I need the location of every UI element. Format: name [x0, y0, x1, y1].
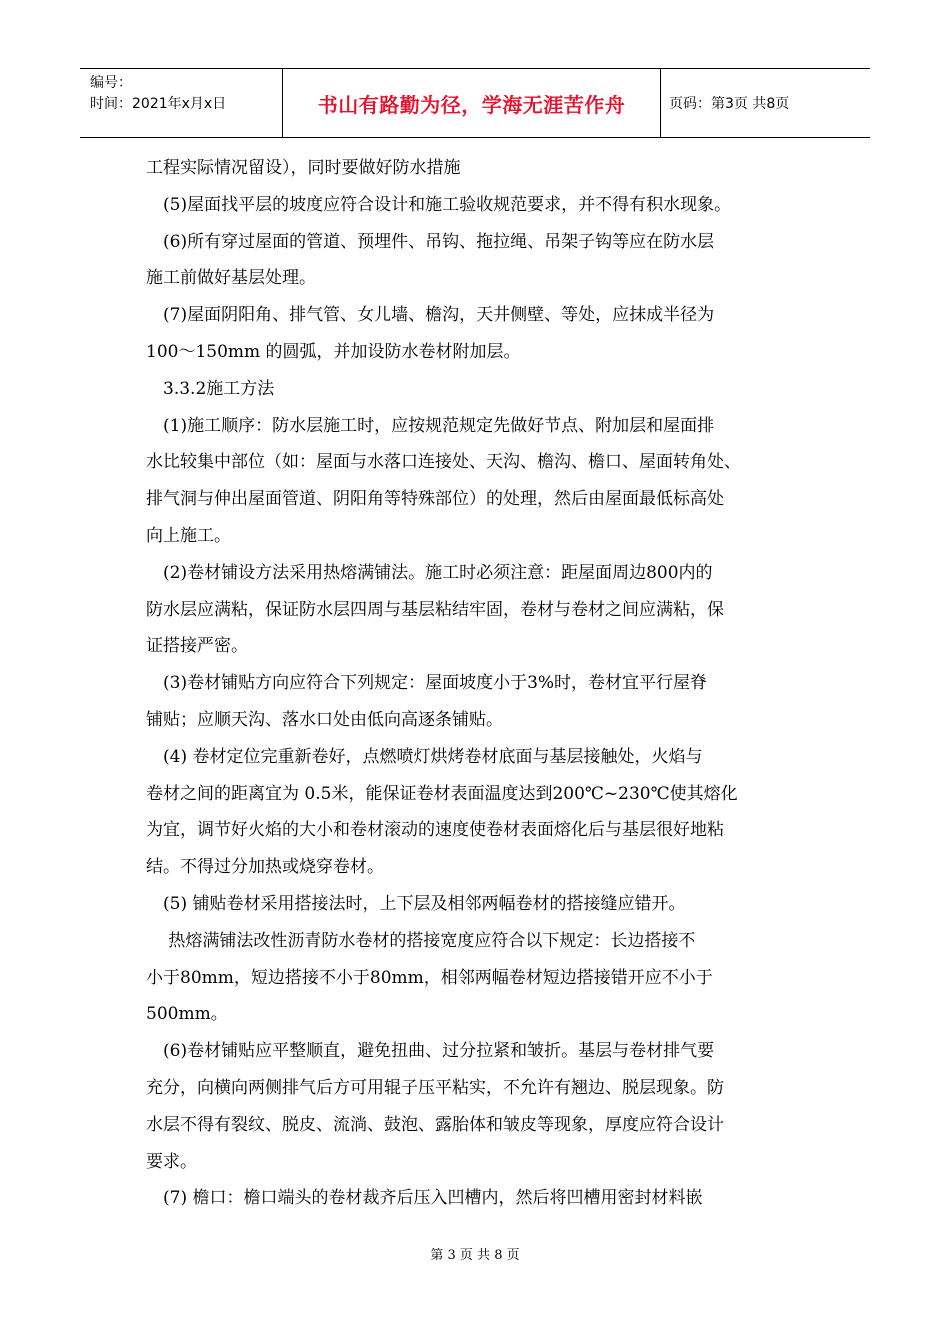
body-line: 小于80mm，短边搭接不小于80mm，相邻两幅卷材短边搭接错开应不小于: [146, 967, 713, 988]
body-line: (6)卷材铺贴应平整顺直，避免扭曲、过分拉紧和皱折。基层与卷材排气要: [146, 1041, 715, 1062]
page-header: [80, 68, 870, 138]
body-line: 热熔满铺法改性沥青防水卷材的搭接宽度应符合以下规定：长边搭接不: [146, 930, 696, 951]
body-line: 工程实际情况留设），同时要做好防水措施: [146, 158, 461, 178]
body-line: 充分，向横向两侧排气后方可用辊子压平粘实，不允许有翘边、脱层现象。防: [146, 1077, 724, 1098]
body-line: (1)施工顺序：防水层施工时，应按规范规定先做好节点、附加层和屋面排: [146, 415, 715, 436]
body-line: 水比较集中部位（如：屋面与水落口连接处、天沟、檐沟、檐口、屋面转角处、: [146, 452, 741, 473]
header-meta: [80, 69, 283, 137]
header-page-number: 页码：第3页 共8页: [669, 96, 790, 112]
document-body: [146, 150, 812, 1217]
document-number-label: 编号：: [90, 75, 132, 91]
body-line: (6)所有穿过屋面的管道、预埋件、吊钩、拖拉绳、吊架子钩等应在防水层: [146, 231, 715, 252]
body-line: 水层不得有裂纹、脱皮、流淌、鼓泡、露胎体和皱皮等现象，厚度应符合设计: [146, 1114, 724, 1135]
body-line: (7)屋面阴阳角、排气管、女儿墙、檐沟，天井侧壁、等处，应抹成半径为: [146, 305, 715, 326]
body-line: 卷材之间的距离宜为 0.5米，能保证卷材表面温度达到200℃~230℃使其熔化: [146, 783, 738, 804]
body-line: 结。不得过分加热或烧穿卷材。: [146, 857, 384, 878]
body-line: 证搭接严密。: [146, 636, 248, 657]
body-line: (5) 铺贴卷材采用搭接法时，上下层及相邻两幅卷材的搭接缝应错开。: [146, 893, 686, 914]
body-line: (3)卷材铺贴方向应符合下列规定：屋面坡度小于3%时，卷材宜平行屋脊: [146, 673, 708, 694]
body-line: (7) 檐口：檐口端头的卷材裁齐后压入凹槽内，然后将凹槽用密封材料嵌: [146, 1188, 703, 1209]
body-line: 施工前做好基层处理。: [146, 268, 316, 289]
header-motto: 书山有路勤为径，学海无涯苦作舟: [283, 69, 661, 137]
body-line: 铺贴；应顺天沟、落水口处由低向高逐条铺贴。: [146, 709, 503, 730]
body-line: 500mm。: [146, 1004, 228, 1025]
body-line: 排气洞与伸出屋面管道、阴阳角等特殊部位）的处理，然后由屋面最低标高处: [146, 489, 724, 510]
section-heading: 3.3.2施工方法: [146, 378, 275, 399]
body-line: (5)屋面找平层的坡度应符合设计和施工验收规范要求，并不得有积水现象。: [146, 194, 732, 215]
body-line: 100～150mm 的圆弧，并加设防水卷材附加层。: [146, 341, 521, 362]
page-footer: 第 3 页 共 8 页: [430, 1248, 520, 1263]
body-line: (4) 卷材定位完重新卷好，点燃喷灯烘烤卷材底面与基层接触处，火焰与: [146, 746, 703, 767]
body-line: 为宜，调节好火焰的大小和卷材滚动的速度使卷材表面熔化后与基层很好地粘: [146, 820, 724, 841]
body-line: 要求。: [146, 1151, 197, 1172]
body-line: (2)卷材铺设方法采用热熔满铺法。施工时必须注意：距屋面周边800内的: [146, 562, 713, 583]
body-line: 防水层应满粘，保证防水层四周与基层粘结牢固，卷材与卷材之间应满粘，保: [146, 599, 724, 620]
body-line: 向上施工。: [146, 525, 231, 546]
document-date-label: 时间：2021年x月x日: [90, 96, 227, 112]
